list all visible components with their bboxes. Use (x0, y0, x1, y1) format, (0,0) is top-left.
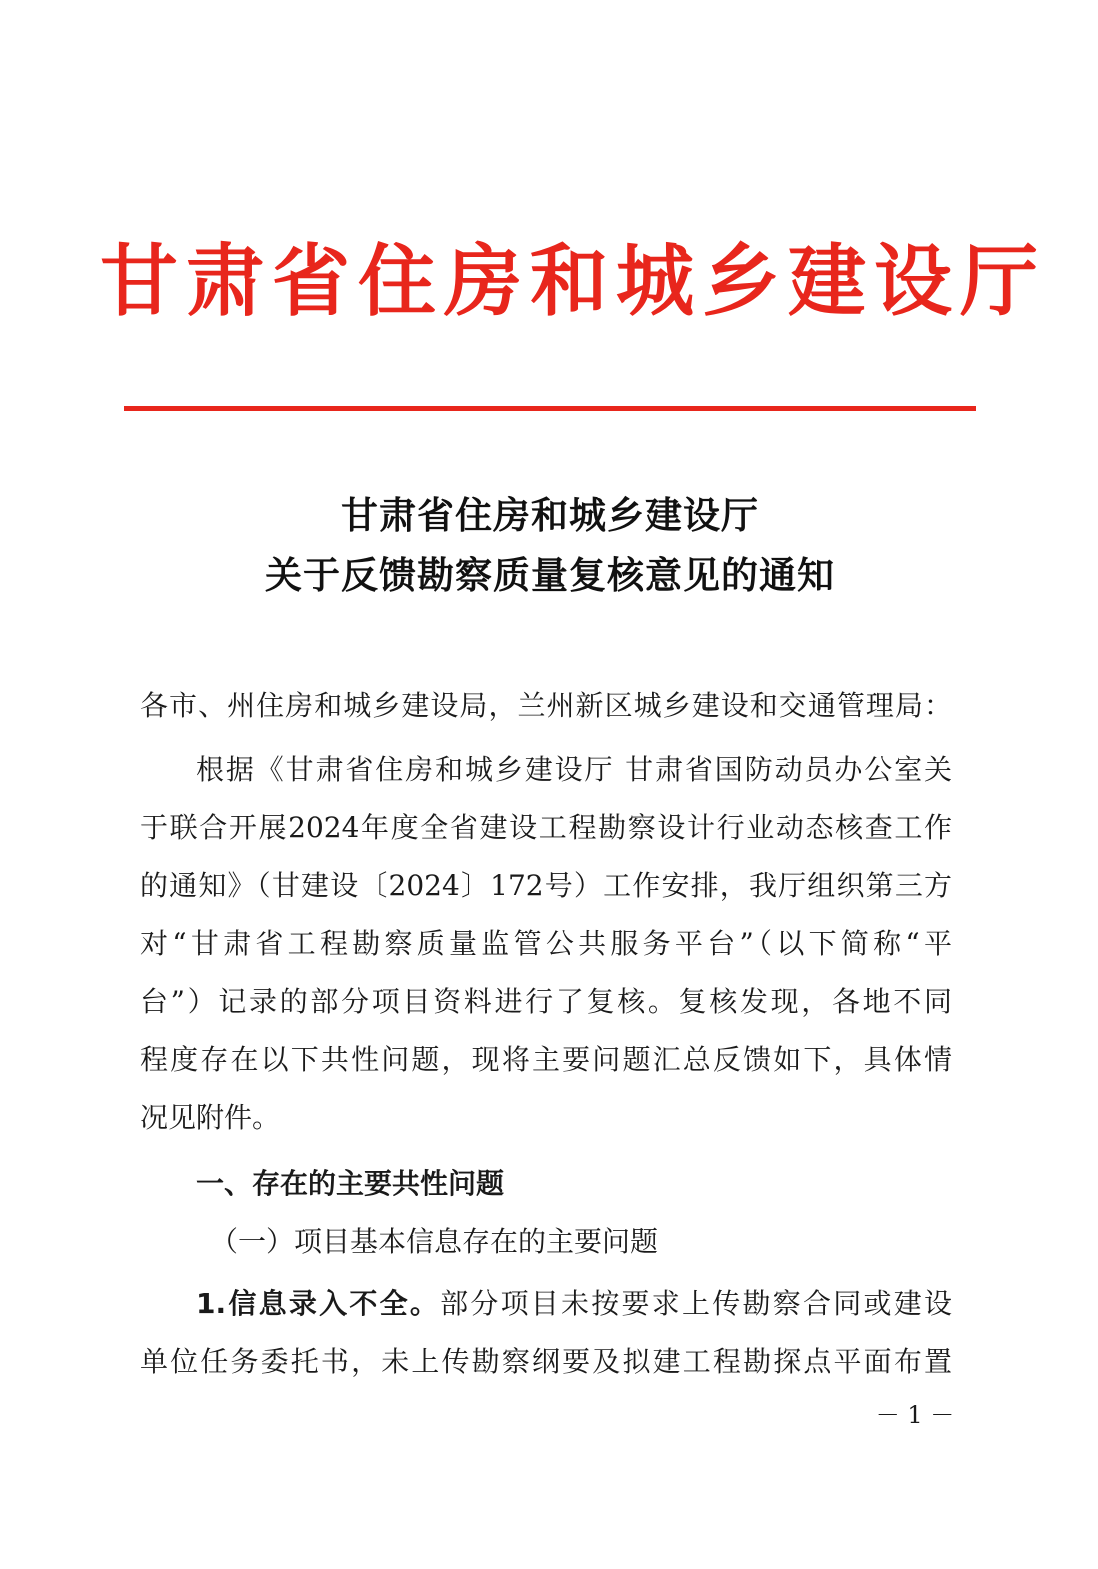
document-title-line-1: 甘肃省住房和城乡建设厅 (341, 493, 759, 537)
paragraph-line: 于联合开展2024年度全省建设工程勘察设计行业动态核查工作 (140, 811, 952, 844)
paragraph-line: 程度存在以下共性问题，现将主要问题汇总反馈如下，具体情 (140, 1043, 952, 1076)
item-1-line-1 (196, 1284, 952, 1324)
red-separator-rule (124, 406, 976, 411)
paragraph-line: 对“甘肃省工程勘察质量监管公共服务平台”（以下简称“平 (140, 927, 952, 960)
paragraph-line: 的通知》（甘建设〔2024〕172号）工作安排，我厅组织第三方 (140, 869, 952, 902)
page-number: － 1 － (875, 1401, 955, 1429)
section-heading-2: （一）项目基本信息存在的主要问题 (210, 1225, 659, 1258)
paragraph-line: 况见附件。 (140, 1101, 281, 1134)
salutation: 各市、州住房和城乡建设局，兰州新区城乡建设和交通管理局： (140, 689, 952, 722)
paragraph-line: 根据《甘肃省住房和城乡建设厅 甘肃省国防动员办公室关 (196, 753, 952, 786)
masthead-issuer: 甘肃省住房和城乡建设厅 (100, 236, 1047, 327)
document-title-line-2: 关于反馈勘察质量复核意见的通知 (265, 553, 835, 597)
item-1-line-2: 单位任务委托书，未上传勘察纲要及拟建工程勘探点平面布置 (140, 1345, 952, 1378)
paragraph-line: 台”）记录的部分项目资料进行了复核。复核发现，各地不同 (140, 985, 952, 1018)
item-1-text: 部分项目未按要求上传勘察合同或建设 (440, 1287, 952, 1320)
section-heading-1: 一、存在的主要共性问题 (196, 1167, 505, 1200)
item-1-lead: 1.信息录入不全。 (196, 1287, 441, 1320)
